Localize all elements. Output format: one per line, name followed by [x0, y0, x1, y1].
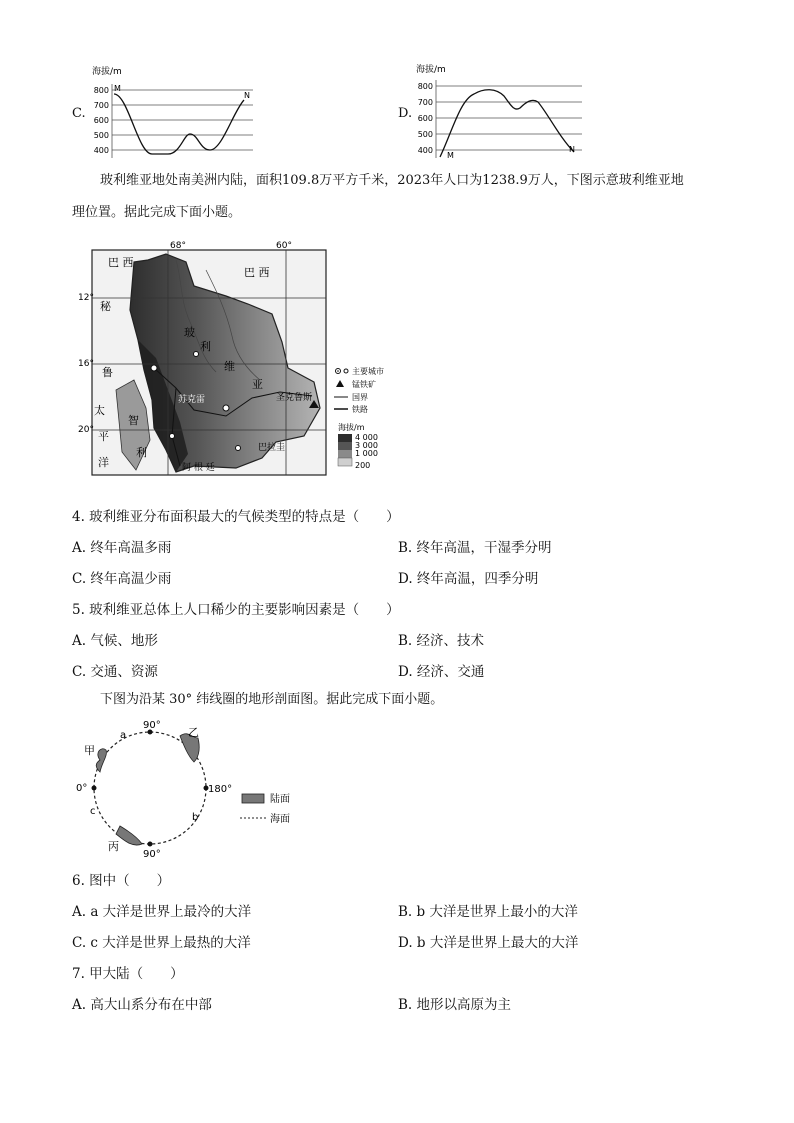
q5-stem: 5. 玻利维亚总体上人口稀少的主要影响因素是（ ）	[72, 602, 400, 618]
q5-option-c[interactable]: C. 交通、资源	[72, 664, 158, 680]
map-lat-16: 16°	[78, 359, 94, 369]
city-marker-cochabamba	[194, 352, 199, 357]
ocean-label-b: b	[192, 812, 199, 823]
chart-d-profile-line	[440, 90, 574, 157]
q5-option-d[interactable]: D. 经济、交通	[398, 664, 485, 680]
profile-chart-c	[88, 62, 258, 162]
chart-c-tick-600: 600	[93, 116, 109, 125]
q6-option-d[interactable]: D. b 大洋是世界上最大的大洋	[398, 935, 579, 951]
q7-option-b[interactable]: B. 地形以高原为主	[398, 997, 512, 1013]
q7-option-a[interactable]: A. 高大山系分布在中部	[72, 997, 212, 1013]
legend-border: 国界	[352, 393, 368, 402]
q4-stem: 4. 玻利维亚分布面积最大的气候类型的特点是（ ）	[72, 509, 400, 525]
map-label-chile-2: 利	[136, 446, 147, 459]
chart-c-tick-700: 700	[93, 101, 109, 110]
legend-land-swatch	[242, 794, 264, 803]
map-label-sucre: 苏克雷	[178, 395, 206, 405]
lon-90-top: 90°	[143, 720, 161, 731]
chart-c-tick-500: 500	[93, 131, 109, 140]
map-label-pacific-3: 洋	[98, 456, 109, 469]
legend-elev-4000: 4 000	[355, 433, 378, 442]
q4-option-c[interactable]: C. 终年高温少雨	[72, 571, 172, 587]
map-lat-20: 20°	[78, 425, 94, 435]
chart-d-tick-400: 400	[417, 146, 433, 155]
legend-city: 主要城市	[352, 367, 384, 376]
chart-d-tick-800: 800	[417, 82, 433, 91]
map-lat-12: 12°	[78, 293, 94, 303]
option-c-label: C.	[72, 106, 86, 121]
map-label-chile-1: 智	[128, 414, 139, 427]
q6-stem: 6. 图中（ ）	[72, 873, 171, 889]
chart-d-n-label: N	[569, 145, 575, 154]
map-label-paraguay: 巴拉圭	[258, 443, 286, 453]
chart-d-axis-title: 海拔/m	[416, 65, 446, 75]
legend-land: 陆面	[270, 794, 290, 805]
legend-elev-3000: 3 000	[355, 441, 378, 450]
profile-chart-d	[414, 60, 586, 162]
map-label-pacific-1: 太	[94, 404, 105, 417]
chart-c-n-label: N	[244, 91, 250, 100]
continent-jia: 甲	[84, 744, 95, 757]
chart-d-m-label: M	[447, 151, 454, 160]
bolivia-location-map	[76, 240, 416, 480]
continent-bing: 丙	[108, 840, 119, 853]
intro-2: 下图为沿某 30° 纬线圈的地形剖面图。据此完成下面小题。	[100, 692, 444, 707]
chart-c-m-label: M	[114, 84, 121, 93]
city-marker-tarija	[236, 446, 241, 451]
chart-c-axis-title: 海拔/m	[92, 67, 122, 77]
q5-option-a[interactable]: A. 气候、地形	[72, 633, 158, 649]
map-label-brazil: 巴 西	[244, 266, 270, 279]
chart-c-tick-800: 800	[93, 86, 109, 95]
ocean-label-c: c	[90, 806, 96, 817]
ocean-label-a: a	[120, 730, 127, 741]
map-lon-60: 60°	[276, 241, 292, 251]
q4-option-a[interactable]: A. 终年高温多雨	[72, 540, 172, 556]
legend-elev-1000: 1 000	[355, 449, 378, 458]
land-jia	[96, 749, 106, 772]
continent-yi: 乙	[188, 726, 199, 739]
map-label-bolivia-3: 维	[224, 360, 235, 373]
city-marker-la-paz	[151, 365, 157, 371]
city-marker-potosi	[170, 434, 175, 439]
map-label-peru-2: 鲁	[102, 366, 113, 379]
q5-option-b[interactable]: B. 经济、技术	[398, 633, 485, 649]
intro-paragraph-line2: 理位置。据此完成下面小题。	[72, 205, 242, 220]
legend-elevation-title: 海拔/m	[338, 423, 365, 432]
q6-option-a[interactable]: A. a 大洋是世界上最冷的大洋	[72, 904, 252, 920]
map-label-peru-1: 秘	[100, 300, 111, 313]
legend-mine-icon	[336, 380, 344, 387]
lon-90-bottom: 90°	[143, 849, 161, 860]
map-label-brazil-top-left: 巴 西	[108, 256, 134, 269]
chart-d-tick-600: 600	[417, 114, 433, 123]
map-label-santa-cruz: 圣克鲁斯	[276, 393, 313, 403]
map-label-argentina: 阿 根 廷	[182, 463, 215, 473]
land-bing	[116, 826, 142, 845]
legend-sea: 海面	[270, 814, 290, 825]
map-label-bolivia-4: 亚	[252, 378, 263, 391]
chart-d-tick-500: 500	[417, 130, 433, 139]
map-label-bolivia-2: 利	[200, 340, 211, 353]
chart-c-profile-line	[114, 94, 244, 154]
q7-stem: 7. 甲大陆（ ）	[72, 966, 184, 982]
q6-option-c[interactable]: C. c 大洋是世界上最热的大洋	[72, 935, 251, 951]
q4-option-b[interactable]: B. 终年高温，干湿季分明	[398, 540, 552, 556]
lon-180: 180°	[208, 784, 233, 795]
chart-d-tick-700: 700	[417, 98, 433, 107]
q4-option-d[interactable]: D. 终年高温，四季分明	[398, 571, 539, 587]
map-label-bolivia-1: 玻	[184, 326, 195, 339]
intro-paragraph-line1: 玻利维亚地处南美洲内陆，面积109.8万平方千米，2023年人口为1238.9万人，下图示意玻利维亚地	[100, 173, 684, 188]
map-label-pacific-2: 平	[98, 430, 109, 443]
city-marker-sucre	[223, 405, 229, 411]
legend-elev-200: 200	[355, 461, 371, 470]
legend-mine: 锰铁矿	[352, 380, 376, 389]
option-d-label: D.	[398, 106, 413, 121]
latitude-circle-diagram	[72, 716, 312, 862]
lon-0: 0°	[76, 783, 88, 794]
map-lon-68: 68°	[170, 241, 186, 251]
chart-c-tick-400: 400	[93, 146, 109, 155]
q6-option-b[interactable]: B. b 大洋是世界上最小的大洋	[398, 904, 578, 920]
legend-railway: 铁路	[352, 405, 368, 414]
